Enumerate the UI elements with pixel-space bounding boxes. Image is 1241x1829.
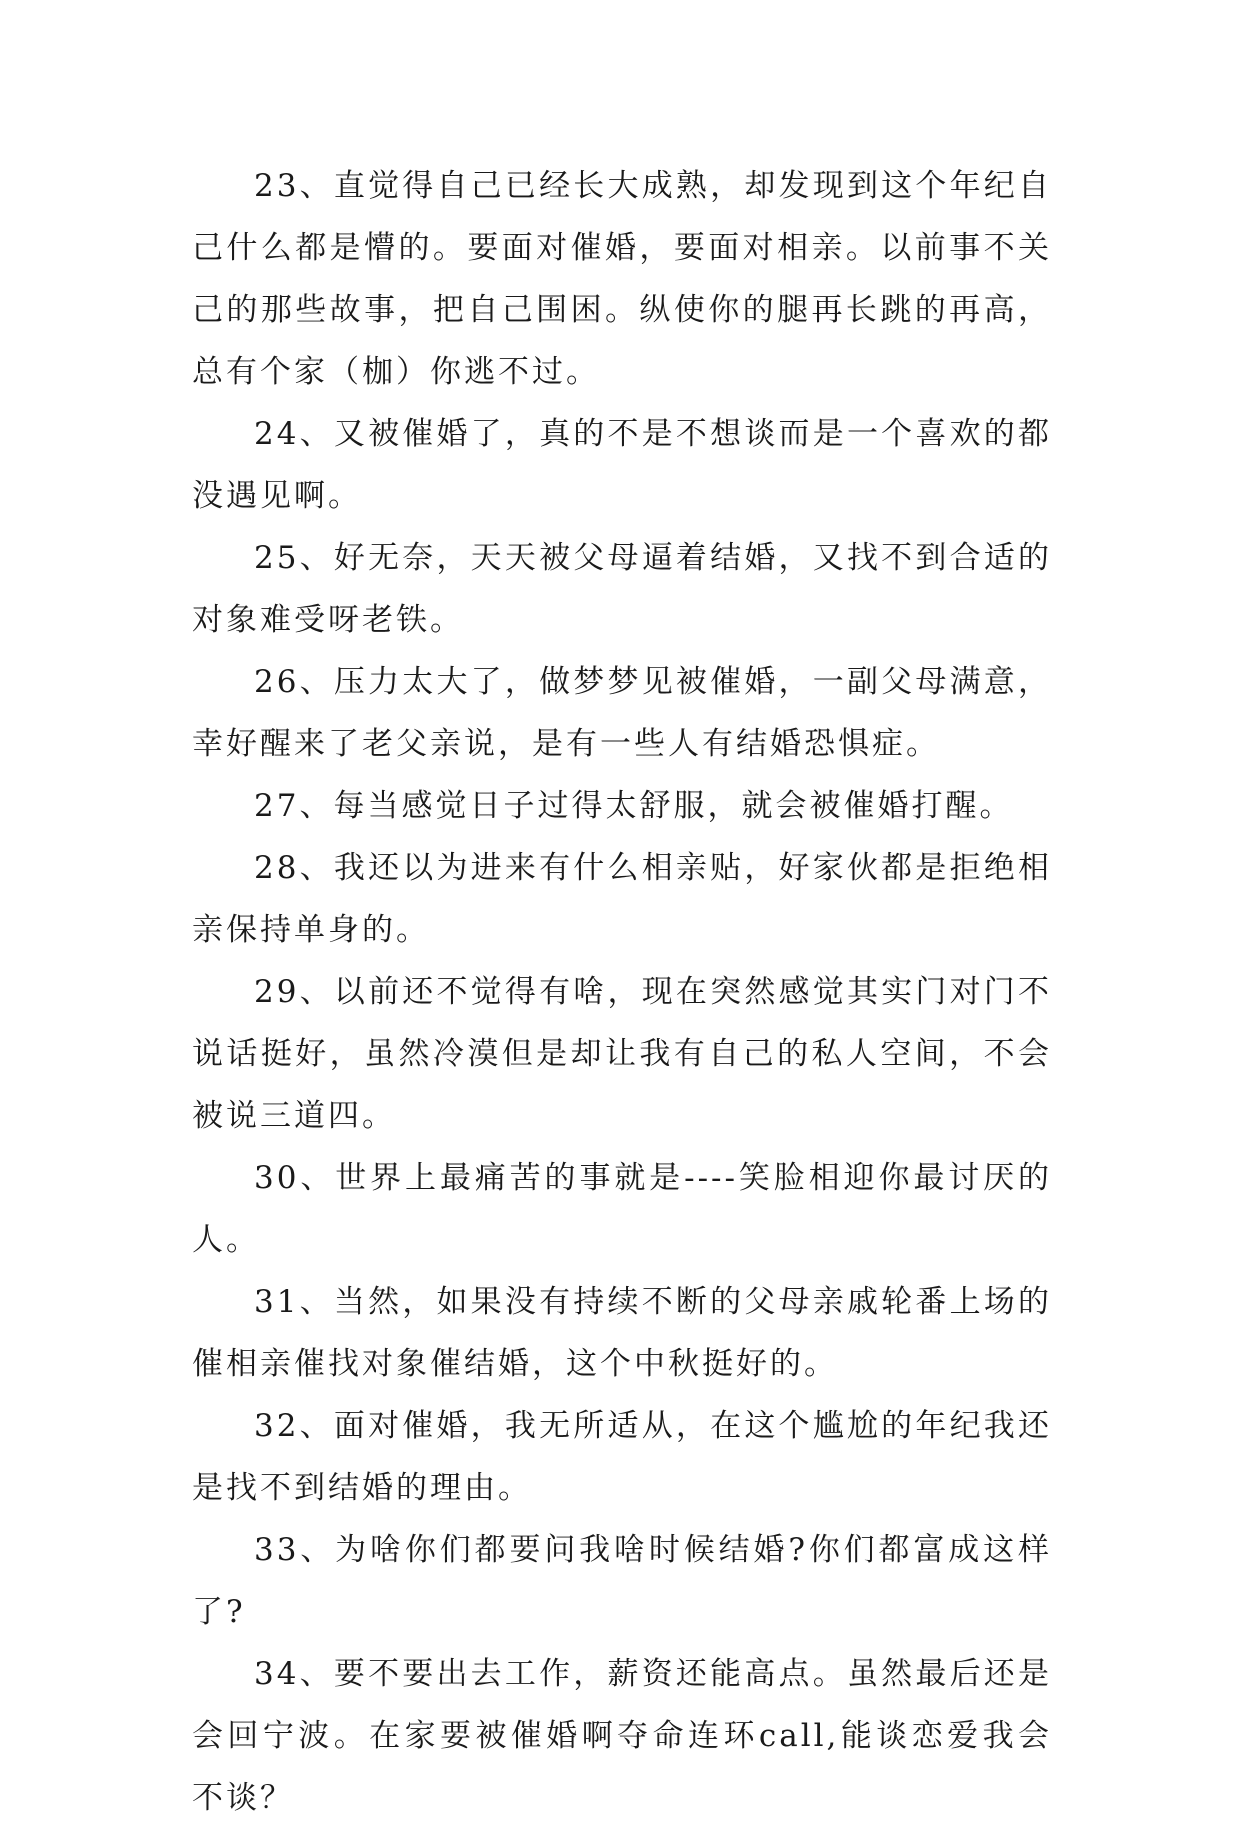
paragraph-33: 33、为啥你们都要问我啥时候结婚?你们都富成这样了? xyxy=(192,1532,1052,1630)
paragraph-31: 31、当然，如果没有持续不断的父母亲戚轮番上场的催相亲催找对象催结婚，这个中秋挺好的。 xyxy=(192,1284,1052,1382)
paragraph-29: 29、以前还不觉得有啥，现在突然感觉其实门对门不说话挺好，虽然冷漠但是却让我有自己的私人空间，不会被说三道四。 xyxy=(192,974,1052,1134)
paragraph-28: 28、我还以为进来有什么相亲贴，好家伙都是拒绝相亲保持单身的。 xyxy=(192,850,1052,948)
paragraph-30: 30、世界上最痛苦的事就是----笑脸相迎你最讨厌的人。 xyxy=(192,1160,1052,1258)
paragraph-27: 27、每当感觉日子过得太舒服，就会被催婚打醒。 xyxy=(254,788,1014,824)
paragraph-32: 32、面对催婚，我无所适从，在这个尴尬的年纪我还是找不到结婚的理由。 xyxy=(192,1408,1052,1506)
paragraph-23: 23、直觉得自己已经长大成熟，却发现到这个年纪自己什么都是懵的。要面对催婚，要面对相亲。以前事不关己的那些故事，把自己围困。纵使你的腿再长跳的再高，总有个家（枷）你逃不过。 xyxy=(192,168,1052,390)
paragraph-25: 25、好无奈，天天被父母逼着结婚，又找不到合适的对象难受呀老铁。 xyxy=(192,540,1052,638)
document-body xyxy=(192,155,1052,1829)
paragraph-26: 26、压力太大了，做梦梦见被催婚，一副父母满意，幸好醒来了老父亲说，是有一些人有结婚恐惧症。 xyxy=(192,664,1052,762)
paragraph-24: 24、又被催婚了，真的不是不想谈而是一个喜欢的都没遇见啊。 xyxy=(192,416,1052,514)
paragraph-34: 34、要不要出去工作，薪资还能高点。虽然最后还是会回宁波。在家要被催婚啊夺命连环call,能谈恋爱我会不谈？ xyxy=(192,1656,1052,1816)
